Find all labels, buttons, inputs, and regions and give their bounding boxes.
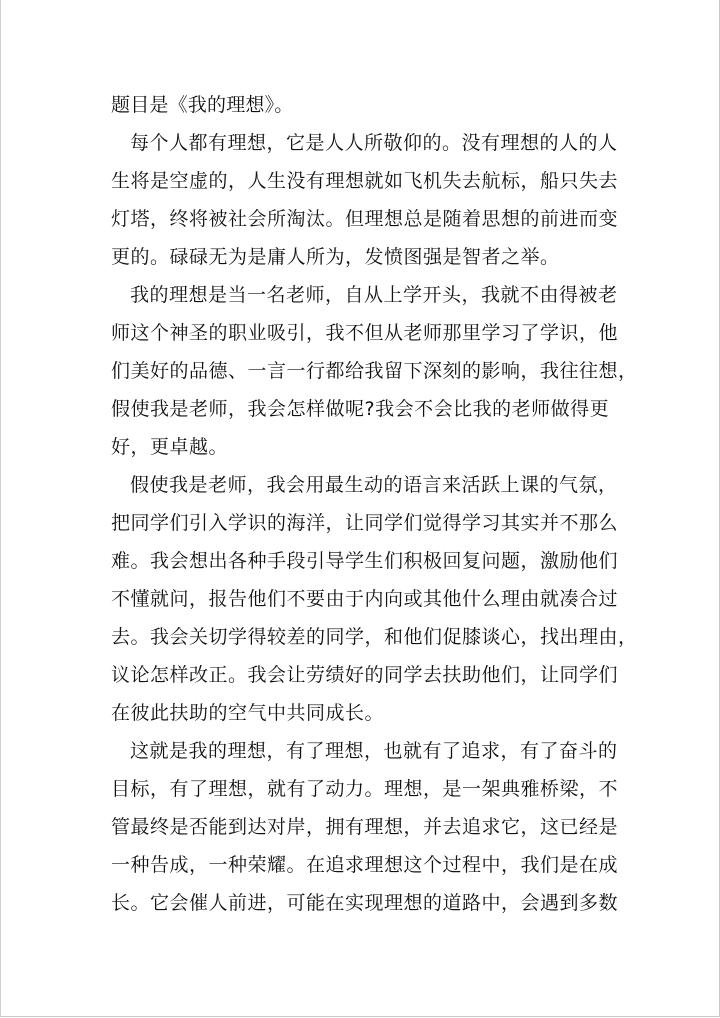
paragraph-2-line-2: 师这个神圣的职业吸引，我不但从老师那里学习了学识，他 — [111, 322, 619, 344]
paragraph-4-line-2: 目标，有了理想，就有了动力。理想，是一架典雅桥梁，不 — [111, 778, 619, 800]
paragraph-1-line-1: 每个人都有理想，它是人人所敬仰的。没有理想的人的人 — [130, 132, 618, 154]
paragraph-3-line-6: 议论怎样改正。我会让劳绩好的同学去扶助他们，让同学们 — [111, 664, 619, 686]
paragraph-2-line-3: 们美好的品德、一言一行都给我留下深刻的影响，我往往想， — [111, 360, 638, 382]
paragraph-3-line-4: 不懂就问，报告他们不要由于内向或其他什么理由就凑合过 — [111, 588, 619, 610]
essay-title-line: 题目是《我的理想》。 — [111, 94, 294, 116]
essay-body — [111, 86, 638, 922]
paragraph-1 — [111, 124, 619, 276]
paragraph-3-line-7: 在彼此扶助的空气中共同成长。 — [111, 702, 385, 724]
paragraph-3 — [111, 466, 638, 732]
paragraph-4-line-4: 一种告成，一种荣耀。在追求理想这个过程中，我们是在成 — [111, 854, 619, 876]
paragraph-4-line-5: 长。它会催人前进，可能在实现理想的道路中，会遇到多数 — [111, 892, 619, 914]
paragraph-2-line-4: 假使我是老师，我会怎样做呢?我会不会比我的老师做得更 — [111, 398, 610, 420]
paragraph-1-line-3: 灯塔，终将被社会所淘汰。但理想总是随着思想的前进而变 — [111, 208, 619, 230]
paragraph-3-line-5: 去。我会关切学得较差的同学，和他们促膝谈心，找出理由， — [111, 626, 638, 648]
paragraph-3-line-1: 假使我是老师，我会用最生动的语言来活跃上课的气氛， — [130, 474, 618, 496]
paragraph-3-line-2: 把同学们引入学识的海洋，让同学们觉得学习其实并不那么 — [111, 512, 619, 534]
paragraph-1-line-4: 更的。碌碌无为是庸人所为，发愤图强是智者之举。 — [111, 246, 560, 268]
paragraph-2 — [111, 276, 638, 466]
paragraph-4-line-1: 这就是我的理想，有了理想，也就有了追求，有了奋斗的 — [130, 740, 618, 762]
paragraph-2-line-1: 我的理想是当一名老师，自从上学开头，我就不由得被老 — [130, 284, 618, 306]
paragraph-3-line-3: 难。我会想出各种手段引导学生们积极回复问题，激励他们 — [111, 550, 619, 572]
paragraph-2-line-5: 好，更卓越。 — [111, 436, 229, 458]
paragraph-4 — [111, 732, 619, 922]
paragraph-4-line-3: 管最终是否能到达对岸，拥有理想，并去追求它，这已经是 — [111, 816, 619, 838]
paragraph-1-line-2: 生将是空虚的，人生没有理想就如飞机失去航标，船只失去 — [111, 170, 619, 192]
